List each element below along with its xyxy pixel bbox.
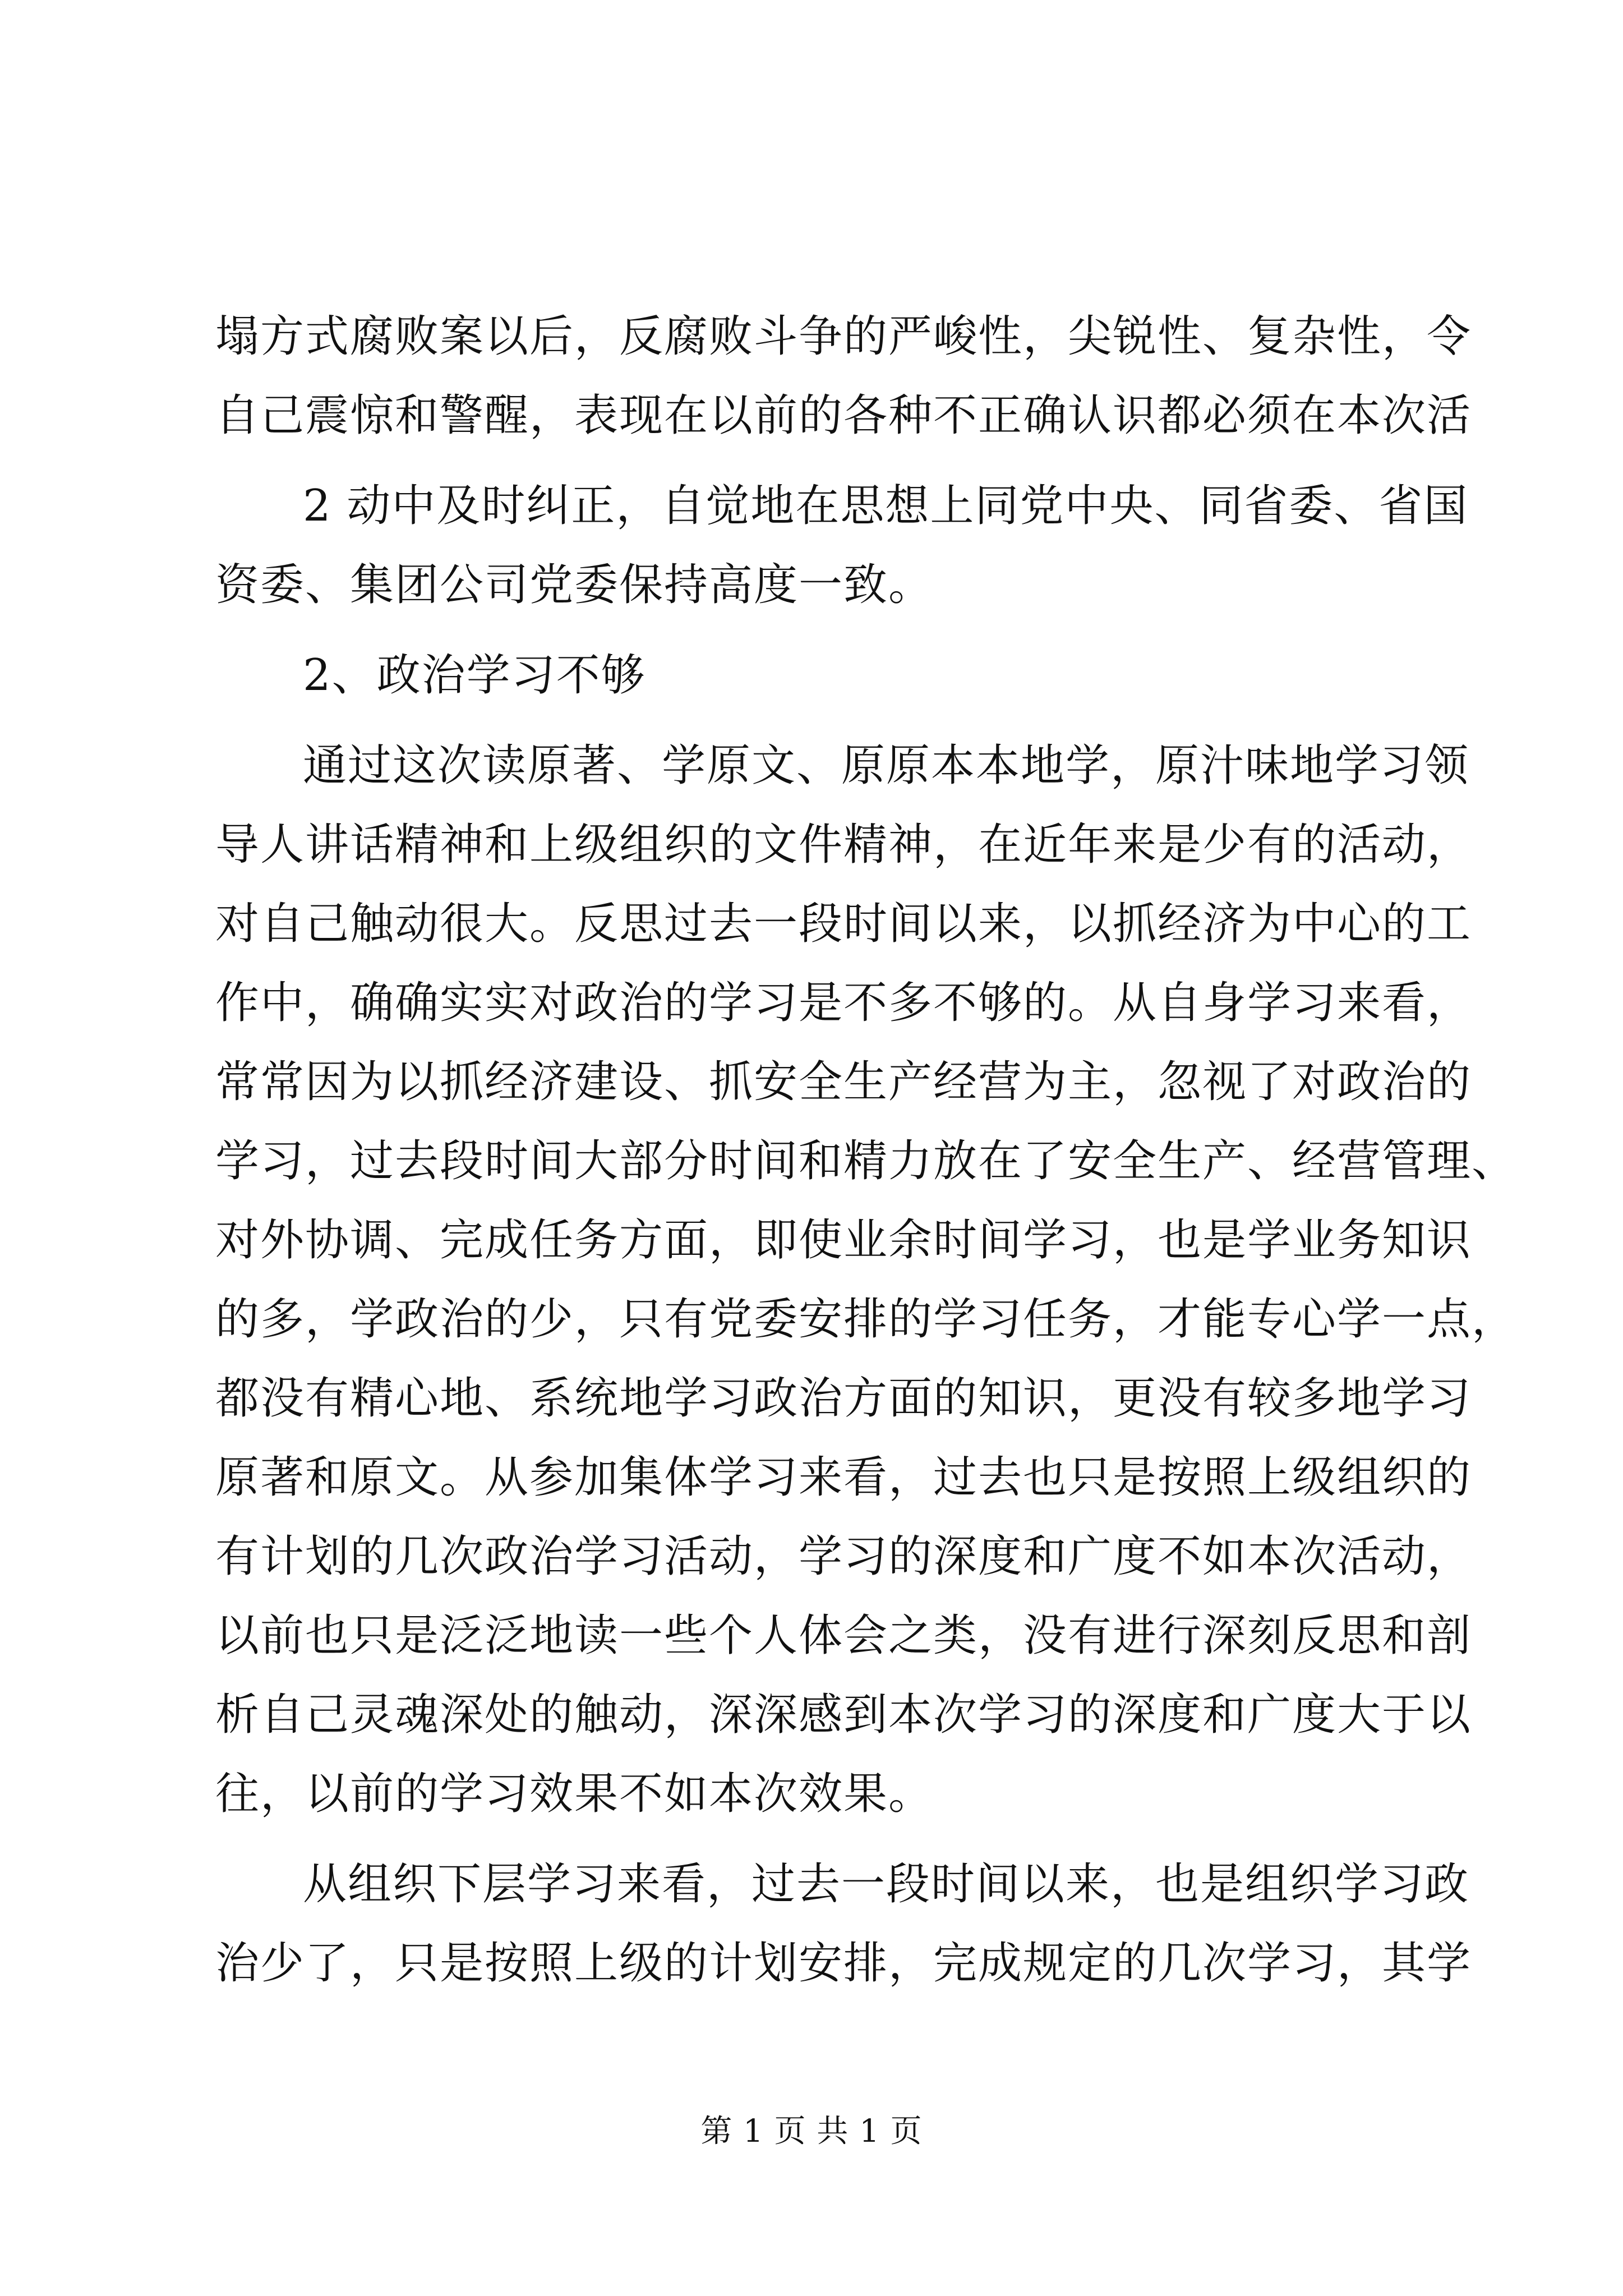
paragraph-line: 对自己触动很大。反思过去一段时间以来，以抓经济为中心的工 — [215, 899, 1472, 949]
paragraph-line: 往，以前的学习效果不如本次效果。 — [215, 1769, 934, 1819]
paragraph-line: 塌方式腐败案以后，反腐败斗争的严峻性，尖锐性、复杂性，令 — [215, 311, 1472, 362]
paragraph-line: 都没有精心地、系统地学习政治方面的知识，更没有较多地学习 — [215, 1373, 1472, 1424]
paragraph-line: 的多，学政治的少，只有党委安排的学习任务，才能专心学一点， — [215, 1294, 1517, 1345]
document-body — [215, 297, 1517, 2003]
paragraph-line: 对外协调、完成任务方面，即使业余时间学习，也是学业务知识 — [215, 1215, 1472, 1266]
paragraph-line: 2 动中及时纠正，自觉地在思想上同党中央、同省委、省国 — [303, 481, 1469, 531]
paragraph-line: 以前也只是泛泛地读一些个人体会之类，没有进行深刻反思和剖 — [215, 1611, 1472, 1661]
page-footer: 第 1 页 共 1 页 — [700, 2113, 923, 2150]
paragraph-line: 常常因为以抓经济建设、抓安全生产经营为主，忽视了对政治的 — [215, 1057, 1472, 1107]
paragraph-line: 通过这次读原著、学原文、原原本本地学，原汁味地学习领 — [303, 740, 1470, 791]
paragraph-line: 析自己灵魂深处的触动，深深感到本次学习的深度和广度大于以 — [215, 1690, 1472, 1740]
paragraph-line: 治少了，只是按照上级的计划安排，完成规定的几次学习，其学 — [215, 1938, 1472, 1989]
section-heading: 2、政治学习不够 — [303, 650, 646, 701]
paragraph-line: 从组织下层学习来看，过去一段时间以来，也是组织学习政 — [303, 1859, 1470, 1910]
paragraph-line: 有计划的几次政治学习活动，学习的深度和广度不如本次活动， — [215, 1531, 1472, 1582]
paragraph-line: 自己震惊和警醒，表现在以前的各种不正确认识都必须在本次活 — [215, 390, 1472, 441]
paragraph-line: 原著和原文。从参加集体学习来看，过去也只是按照上级组织的 — [215, 1452, 1472, 1503]
paragraph-line: 导人讲话精神和上级组织的文件精神，在近年来是少有的活动， — [215, 820, 1472, 870]
paragraph-line: 学习，过去段时间大部分时间和精力放在了安全生产、经营管理、 — [215, 1136, 1517, 1186]
paragraph-line: 作中，确确实实对政治的学习是不多不够的。从自身学习来看， — [215, 978, 1472, 1028]
paragraph-line: 资委、集团公司党委保持高度一致。 — [215, 560, 934, 610]
